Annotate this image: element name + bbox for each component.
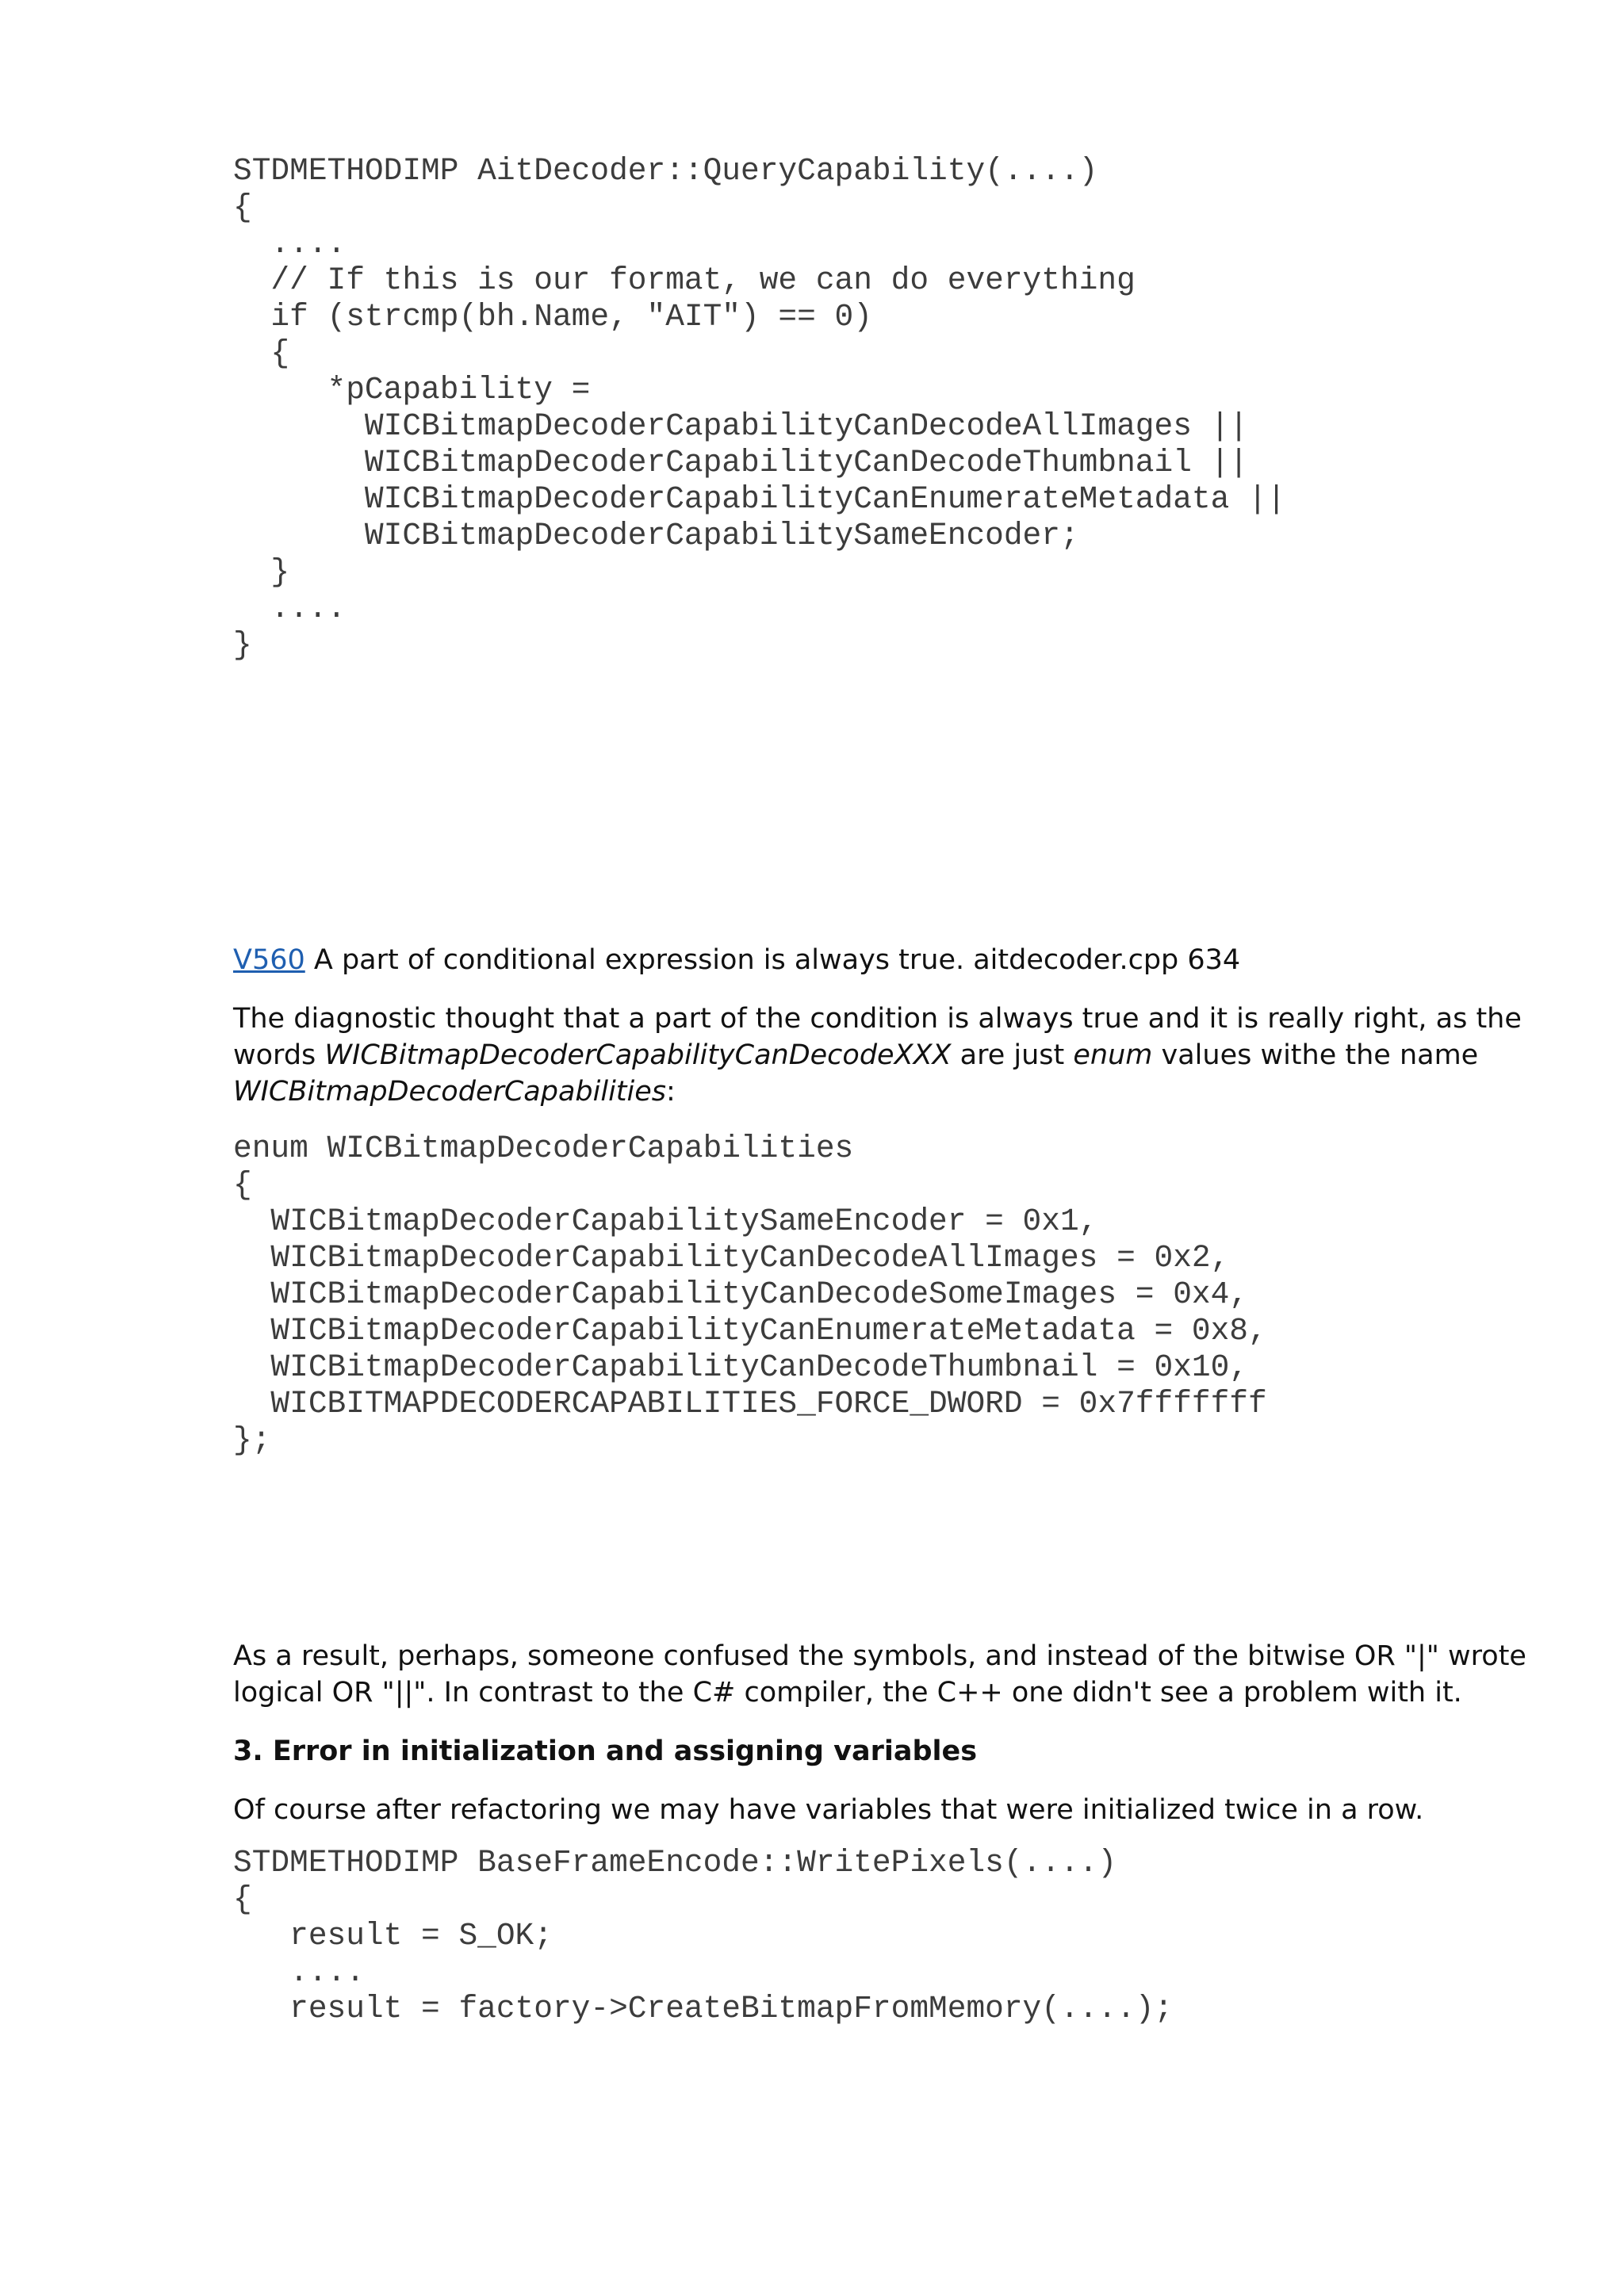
italic-term: WICBitmapDecoderCapabilities (233, 1076, 667, 1108)
code-line: WICBitmapDecoderCapabilitySameEncoder; (233, 518, 1079, 553)
code-line: WICBitmapDecoderCapabilityCanDecodeSomeImages = 0x4, (233, 1276, 1249, 1312)
code-line: } (233, 554, 290, 590)
diagnostic-link-v560[interactable]: V560 (233, 944, 305, 976)
code-line: .... (233, 226, 347, 262)
italic-term: WICBitmapDecoderCapabilityCanDecodeXXX (324, 1039, 952, 1071)
code-line: { (233, 1881, 252, 1917)
text-run: are just (951, 1039, 1074, 1071)
code-line: } (233, 627, 252, 663)
code-line: result = S_OK; (233, 1918, 553, 1954)
code-line: result = factory->CreateBitmapFromMemory(....); (233, 1991, 1174, 2026)
code-line: if (strcmp(bh.Name, "AIT") == 0) (233, 299, 872, 335)
code-line: // If this is our format, we can do everything (233, 262, 1136, 298)
diagnostic-message (233, 942, 1534, 978)
code-line: WICBITMAPDECODERCAPABILITIES_FORCE_DWORD = 0x7fffffff (233, 1386, 1267, 1422)
code-line: .... (233, 591, 347, 626)
code-line: WICBitmapDecoderCapabilityCanDecodeAllImages || (233, 408, 1249, 444)
code-line: { (233, 335, 290, 371)
code-line: }; (233, 1422, 271, 1458)
code-line: { (233, 1167, 252, 1203)
code-line: WICBitmapDecoderCapabilityCanEnumerateMetadata || (233, 481, 1286, 517)
code-line: WICBitmapDecoderCapabilityCanDecodeAllImages = 0x2, (233, 1240, 1230, 1276)
result-paragraph: As a result, perhaps, someone confused the symbols, and instead of the bitwise OR "|" wrote logical OR "||". In contrast to the C# compiler, the C++ one didn't see a problem with it. (233, 1640, 1526, 1709)
code-block-enum (233, 1131, 1267, 1459)
code-line: WICBitmapDecoderCapabilityCanDecodeThumbnail || (233, 445, 1249, 480)
diagnostic-text: A part of conditional expression is always true. aitdecoder.cpp 634 (304, 944, 1241, 976)
code-block-write-pixels (233, 1845, 1173, 2027)
code-line: enum WICBitmapDecoderCapabilities (233, 1131, 854, 1166)
text-run: The diagnostic thought that a part of the condition is always true and it is really right, as the words (233, 1003, 1522, 1071)
code-line: WICBitmapDecoderCapabilityCanEnumerateMetadata = 0x8, (233, 1313, 1267, 1349)
text-run: : (666, 1076, 676, 1108)
explanation-paragraph (233, 1001, 1534, 1110)
code-block-query-capability (233, 153, 1285, 664)
code-line: STDMETHODIMP AitDecoder::QueryCapability(....) (233, 153, 1098, 189)
code-line: WICBitmapDecoderCapabilitySameEncoder = 0x1, (233, 1203, 1098, 1239)
text-run: values withe the name (1152, 1039, 1479, 1071)
italic-term: enum (1073, 1039, 1153, 1071)
refactoring-paragraph: Of course after refactoring we may have variables that were initialized twice in a row. (233, 1794, 1424, 1826)
code-line: *pCapability = (233, 372, 591, 408)
code-line: .... (233, 1954, 365, 1990)
code-line: WICBitmapDecoderCapabilityCanDecodeThumbnail = 0x10, (233, 1349, 1249, 1385)
code-line: STDMETHODIMP BaseFrameEncode::WritePixels(....) (233, 1845, 1117, 1881)
section-heading: 3. Error in initialization and assigning variables (233, 1735, 978, 1767)
code-line: { (233, 189, 252, 225)
